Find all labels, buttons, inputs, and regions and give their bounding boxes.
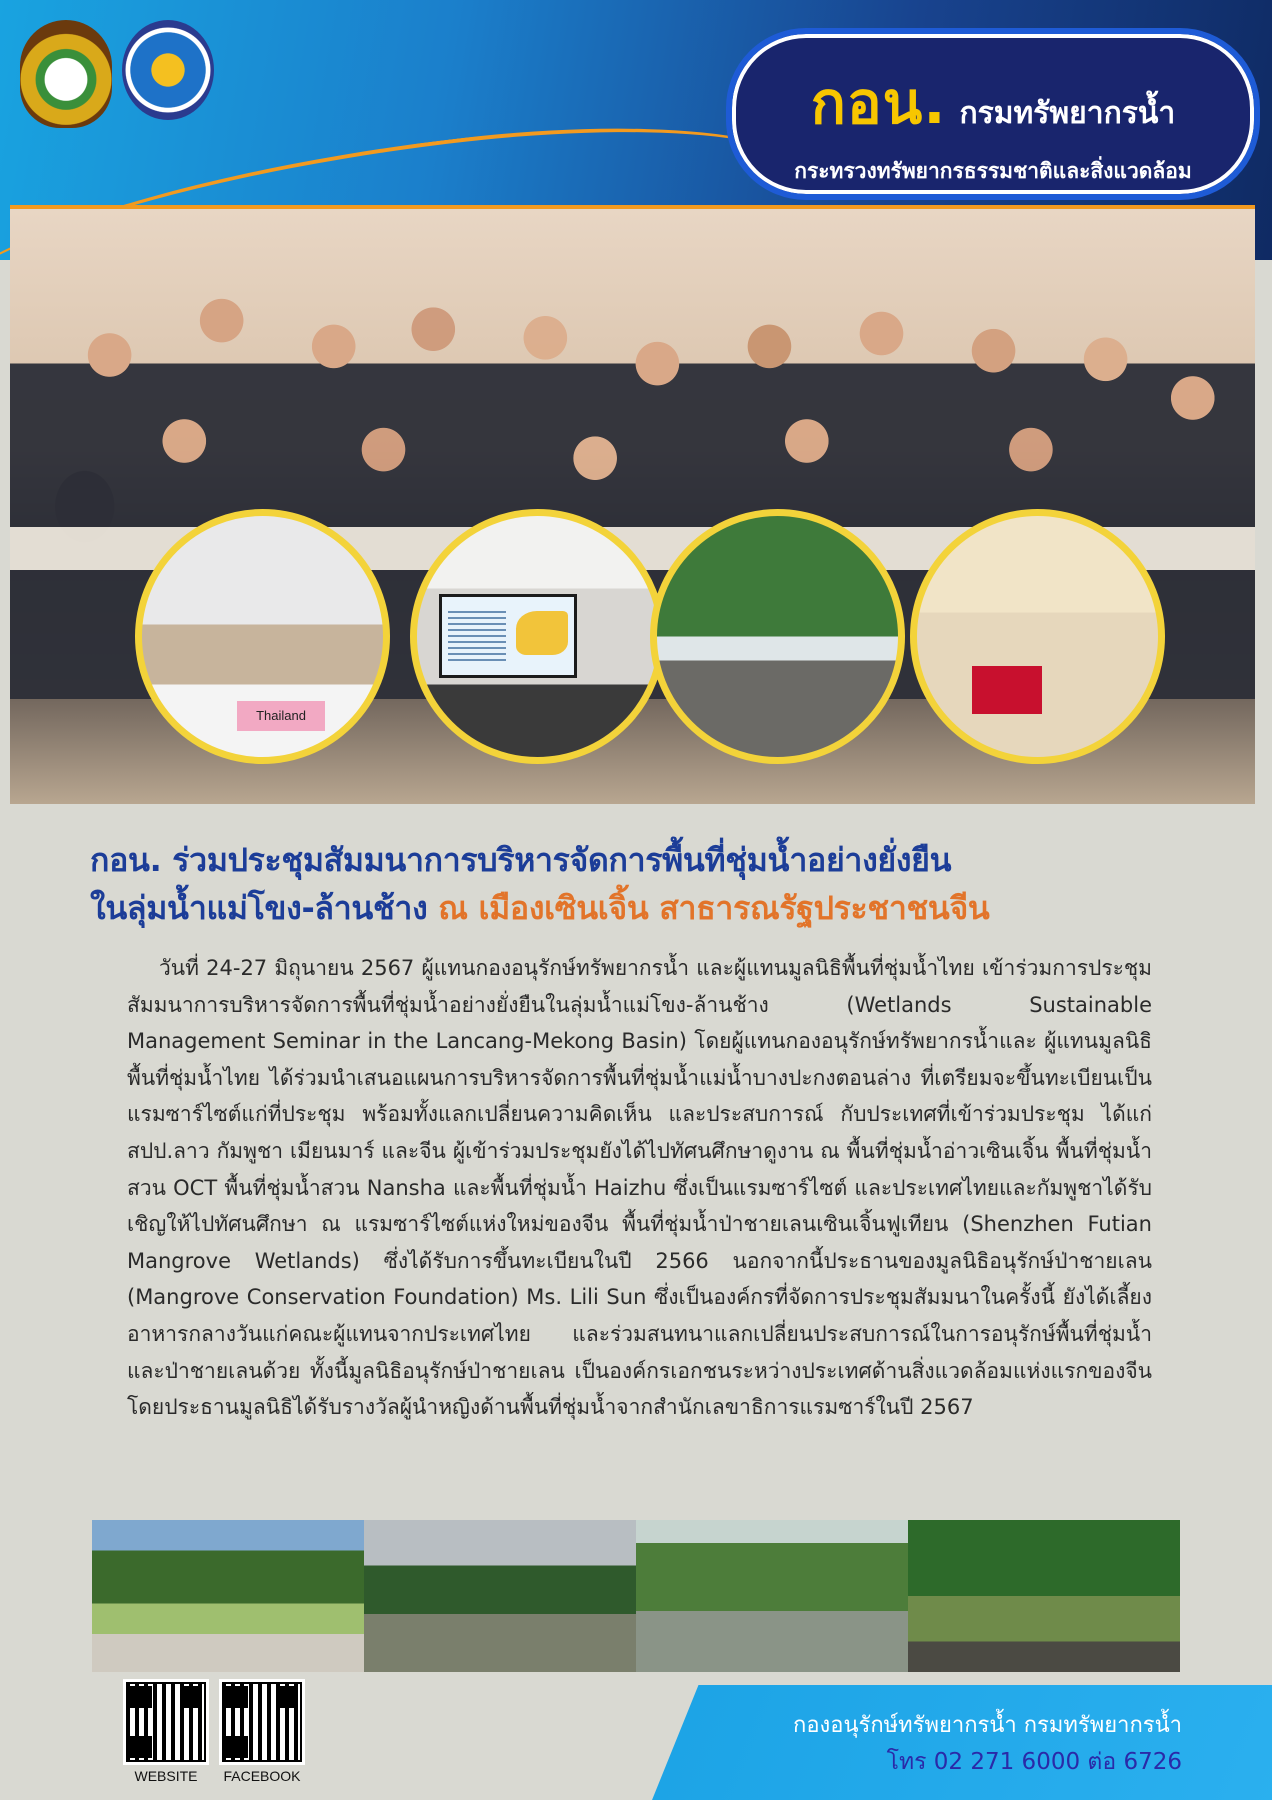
logo-group bbox=[20, 20, 214, 128]
title-line-1 bbox=[732, 56, 1254, 149]
water-resources-logo-icon bbox=[122, 20, 214, 120]
org-abbreviation: กอน. bbox=[810, 69, 947, 137]
group-photo bbox=[10, 205, 1255, 804]
presentation-screen bbox=[439, 594, 577, 678]
footer-phone: โทร 02 271 6000 ต่อ 6726 bbox=[886, 1749, 1182, 1775]
ministry-name: กระทรวงทรัพยากรธรรมชาติและสิ่งแวดล้อม bbox=[794, 159, 1192, 183]
qr-facebook[interactable] bbox=[222, 1682, 302, 1784]
organization-title-badge bbox=[726, 28, 1260, 200]
inset-photo-gift-exchange bbox=[910, 509, 1165, 764]
qr-code-group bbox=[126, 1682, 302, 1784]
footer-contact bbox=[793, 1708, 1182, 1780]
inset-photo-meeting bbox=[135, 509, 390, 764]
gift-folder bbox=[972, 666, 1042, 714]
slide-text-lines bbox=[448, 611, 506, 661]
qr-facebook-label: FACEBOOK bbox=[223, 1768, 301, 1784]
slide-map-icon bbox=[516, 611, 568, 655]
strip-photo-wetland-trees bbox=[636, 1520, 908, 1672]
headline-line-2-accent: ณ เมืองเซินเจิ้น สาธารณรัฐประชาชนจีน bbox=[438, 889, 990, 927]
country-placard: Thailand bbox=[237, 701, 325, 731]
site-visit-photo-strip bbox=[92, 1520, 1180, 1672]
department-name: กรมทรัพยากรน้ำ bbox=[959, 96, 1176, 131]
emblem-logo-icon bbox=[20, 20, 112, 128]
footer-organization: กองอนุรักษ์ทรัพยากรน้ำ กรมทรัพยากรน้ำ bbox=[793, 1713, 1182, 1738]
headline-line-2 bbox=[90, 884, 1190, 932]
inset-photo-presentation bbox=[410, 509, 665, 764]
qr-website[interactable] bbox=[126, 1682, 206, 1784]
inset-photo-site-visit bbox=[650, 509, 905, 764]
headline-line-1: กอน. ร่วมประชุมสัมมนาการบริหารจัดการพื้นที่ชุ่มน้ำอย่างยั่งยืน bbox=[90, 841, 952, 879]
strip-photo-boardwalk bbox=[908, 1520, 1180, 1672]
news-body-paragraph: วันที่ 24-27 มิถุนายน 2567 ผู้แทนกองอนุรักษ์ทรัพยากรน้ำ และผู้แทนมูลนิธิพื้นที่ชุ่มน้ำไทย เข้าร่วมการประชุมสัมมนาการบริหารจัดการพื้นที่ชุ่มน้ำอย่างยั่งยืนในลุ่มน้ำแม่โขง-ล้านช้าง (Wetlands Sustainable Management Seminar in the Lancang-Mekong Basin) โดยผู้แทนกองอนุรักษ์ทรัพยากรน้ำและ ผู้แทนมูลนิธิพื้นที่ชุ่มน้ำไทย ได้ร่วมนำเสนอแผนการบริหารจัดการพื้นที่ชุ่มน้ำแม่น้ำบางปะกงตอนล่าง ที่เตรียมจะขึ้นทะเบียนเป็นแรมซาร์ไซต์แก่ที่ประชุม พร้อมทั้งแลกเปลี่ยนความคิดเห็น และประสบการณ์ กับประเทศที่เข้าร่วมประชุม ได้แก่ สปป.ลาว กัมพูชา เมียนมาร์ และจีน ผู้เข้าร่วมประชุมยังได้ไปทัศนศึกษาดูงาน ณ พื้นที่ชุ่มน้ำอ่าวเซินเจิ้น พื้นที่ชุ่มน้ำสวน OCT พื้นที่ชุ่มน้ำสวน Nansha และพื้นที่ชุ่มน้ำ Haizhu ซึ่งเป็นแรมซาร์ไซต์ และประเทศไทยและกัมพูชาได้รับเชิญให้ไปทัศนศึกษา ณ แรมซาร์ไซต์แห่งใหม่ของจีน พื้นที่ชุ่มน้ำป่าชายเลนเซินเจิ้นฟูเทียน (Shenzhen Futian Mangrove Wetlands) ซึ่งได้รับการขึ้นทะเบียนในปี 2566 นอกจากนี้ประธานของมูลนิธิอนุรักษ์ป่าชายเลน (Mangrove Conservation Foundation) Ms. Lili Sun ซึ่งเป็นองค์กรที่จัดการประชุมสัมมนาในครั้งนี้ ยังได้เลี้ยงอาหารกลางวันแก่คณะผู้แทนจากประเทศไทย และร่วมสนทนาแลกเปลี่ยนประสบการณ์ในการอนุรักษ์พื้นที่ชุ่มน้ำและป่าชายเลนด้วย ทั้งนี้มูลนิธิอนุรักษ์ป่าชายเลน เป็นองค์กรเอกชนระหว่างประเทศด้านสิ่งแวดล้อมแห่งแรกของจีน โดยประธานมูลนิธิได้รับรางวัลผู้นำหญิงด้านพื้นที่ชุ่มน้ำจากสำนักเลขาธิการแรมซาร์ในปี 2567 bbox=[127, 956, 1152, 1420]
qr-website-label: WEBSITE bbox=[134, 1768, 198, 1784]
qr-code-website-icon[interactable] bbox=[126, 1682, 206, 1762]
strip-photo-group bbox=[92, 1520, 364, 1672]
strip-photo-mangrove-river bbox=[364, 1520, 636, 1672]
qr-code-facebook-icon[interactable] bbox=[222, 1682, 302, 1762]
headline-line-2-main: ในลุ่มน้ำแม่โขง-ล้านช้าง bbox=[90, 889, 428, 927]
headline bbox=[90, 836, 1190, 932]
